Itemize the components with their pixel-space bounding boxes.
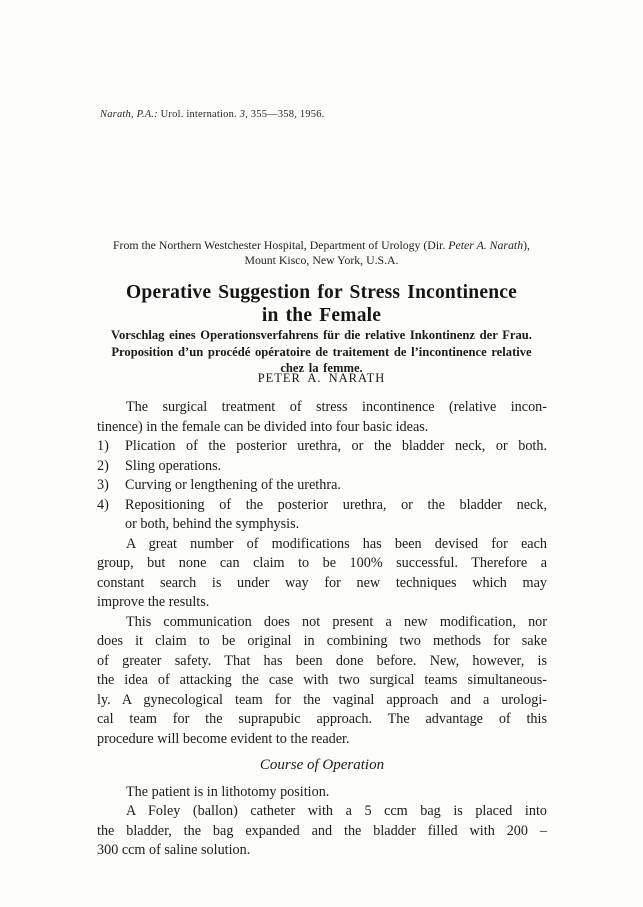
text-line: constant search is under way for new techniques which may [97, 574, 547, 591]
title-line2: in the Female [261, 305, 382, 326]
text-line: or both, behind the symphysis. [125, 516, 300, 532]
affiliation-director-name: Peter A. Narath [448, 238, 524, 252]
body-text [97, 398, 547, 861]
text-line: of greater safety. That has been done before. New, however, is [97, 652, 547, 669]
title-line1: Operative Suggestion for Stress Incontinence [126, 282, 517, 303]
citation-pages: 355—358, 1956. [247, 109, 325, 120]
citation-volume: 3, [239, 109, 248, 120]
text-line: procedure will become evident to the reader. [97, 730, 350, 747]
author-name: PETER A. NARATH [257, 371, 386, 385]
text-line: 3) Curving or lengthening of the urethra. [97, 476, 547, 496]
text-line: A great number of modifications has been devised for each [126, 535, 547, 552]
text-line: The surgical treatment of stress incontinence (relative incon- [126, 399, 547, 415]
list-number: 4) [97, 496, 109, 513]
citation-journal: Urol. internation. [157, 109, 240, 120]
affiliation-line2: Mount Kisco, New York, U.S.A. [244, 252, 399, 267]
body-paragraphs [97, 398, 547, 749]
text-line: the idea of attacking the case with two surgical teams simultaneous- [97, 672, 547, 688]
affiliation-prefix: From the Northern Westchester Hospital, Department of Urology (Dir. [112, 238, 449, 252]
section-heading: Course of Operation [259, 757, 385, 773]
text-line: group, but none can claim to be 100% successful. Therefore a [97, 555, 547, 571]
text-line: tinence) in the female can be divided into four basic ideas. [97, 418, 429, 435]
citation-author: Narath, P.A.: [100, 109, 158, 120]
affiliation-suffix: ), [523, 238, 530, 252]
text-line: A Foley (ballon) catheter with a 5 ccm bag is placed into [126, 803, 547, 819]
list-number: 3) [97, 477, 109, 493]
text-line: cal team for the suprapubic approach. The advantage of this [97, 711, 547, 727]
list-number: 1) [97, 438, 109, 454]
text-line: 1) Plication of the posterior urethra, or the bladder neck, or both. [97, 437, 547, 457]
subtitle-french-line1: Proposition d’un procédé opératoire de traitement de l’incontinence relative [111, 344, 532, 359]
affiliation [50, 238, 593, 267]
body-paragraphs-after-heading [97, 783, 547, 861]
text-line: improve the results. [97, 594, 210, 610]
article-title [50, 281, 593, 327]
subtitle-french-line2: chez la femme. [280, 361, 363, 375]
affiliation-line1 [50, 238, 593, 253]
text-line: ly. A gynecological team for the vaginal approach and a urologi- [97, 691, 547, 708]
subtitle-german: Vorschlag eines Operationsverfahrens für die relative Inkontinenz der Frau. [111, 328, 532, 342]
text-line: The patient is in lithotomy position. [126, 783, 330, 800]
text-line: 4) Repositioning of the posterior urethra, or the bladder neck, [97, 496, 547, 516]
text-line: the bladder, the bag expanded and the bladder filled with 200 – [97, 822, 547, 839]
list-number: 2) [97, 457, 109, 474]
journal-citation [100, 109, 324, 120]
translated-subtitle [88, 327, 555, 377]
text-line: does it claim to be original in combining two methods for sake [97, 633, 547, 649]
text-line: 2) Sling operations. [97, 457, 547, 477]
text-line: 300 ccm of saline solution. [97, 842, 251, 858]
text-line: This communication does not present a new modification, nor [126, 613, 547, 630]
